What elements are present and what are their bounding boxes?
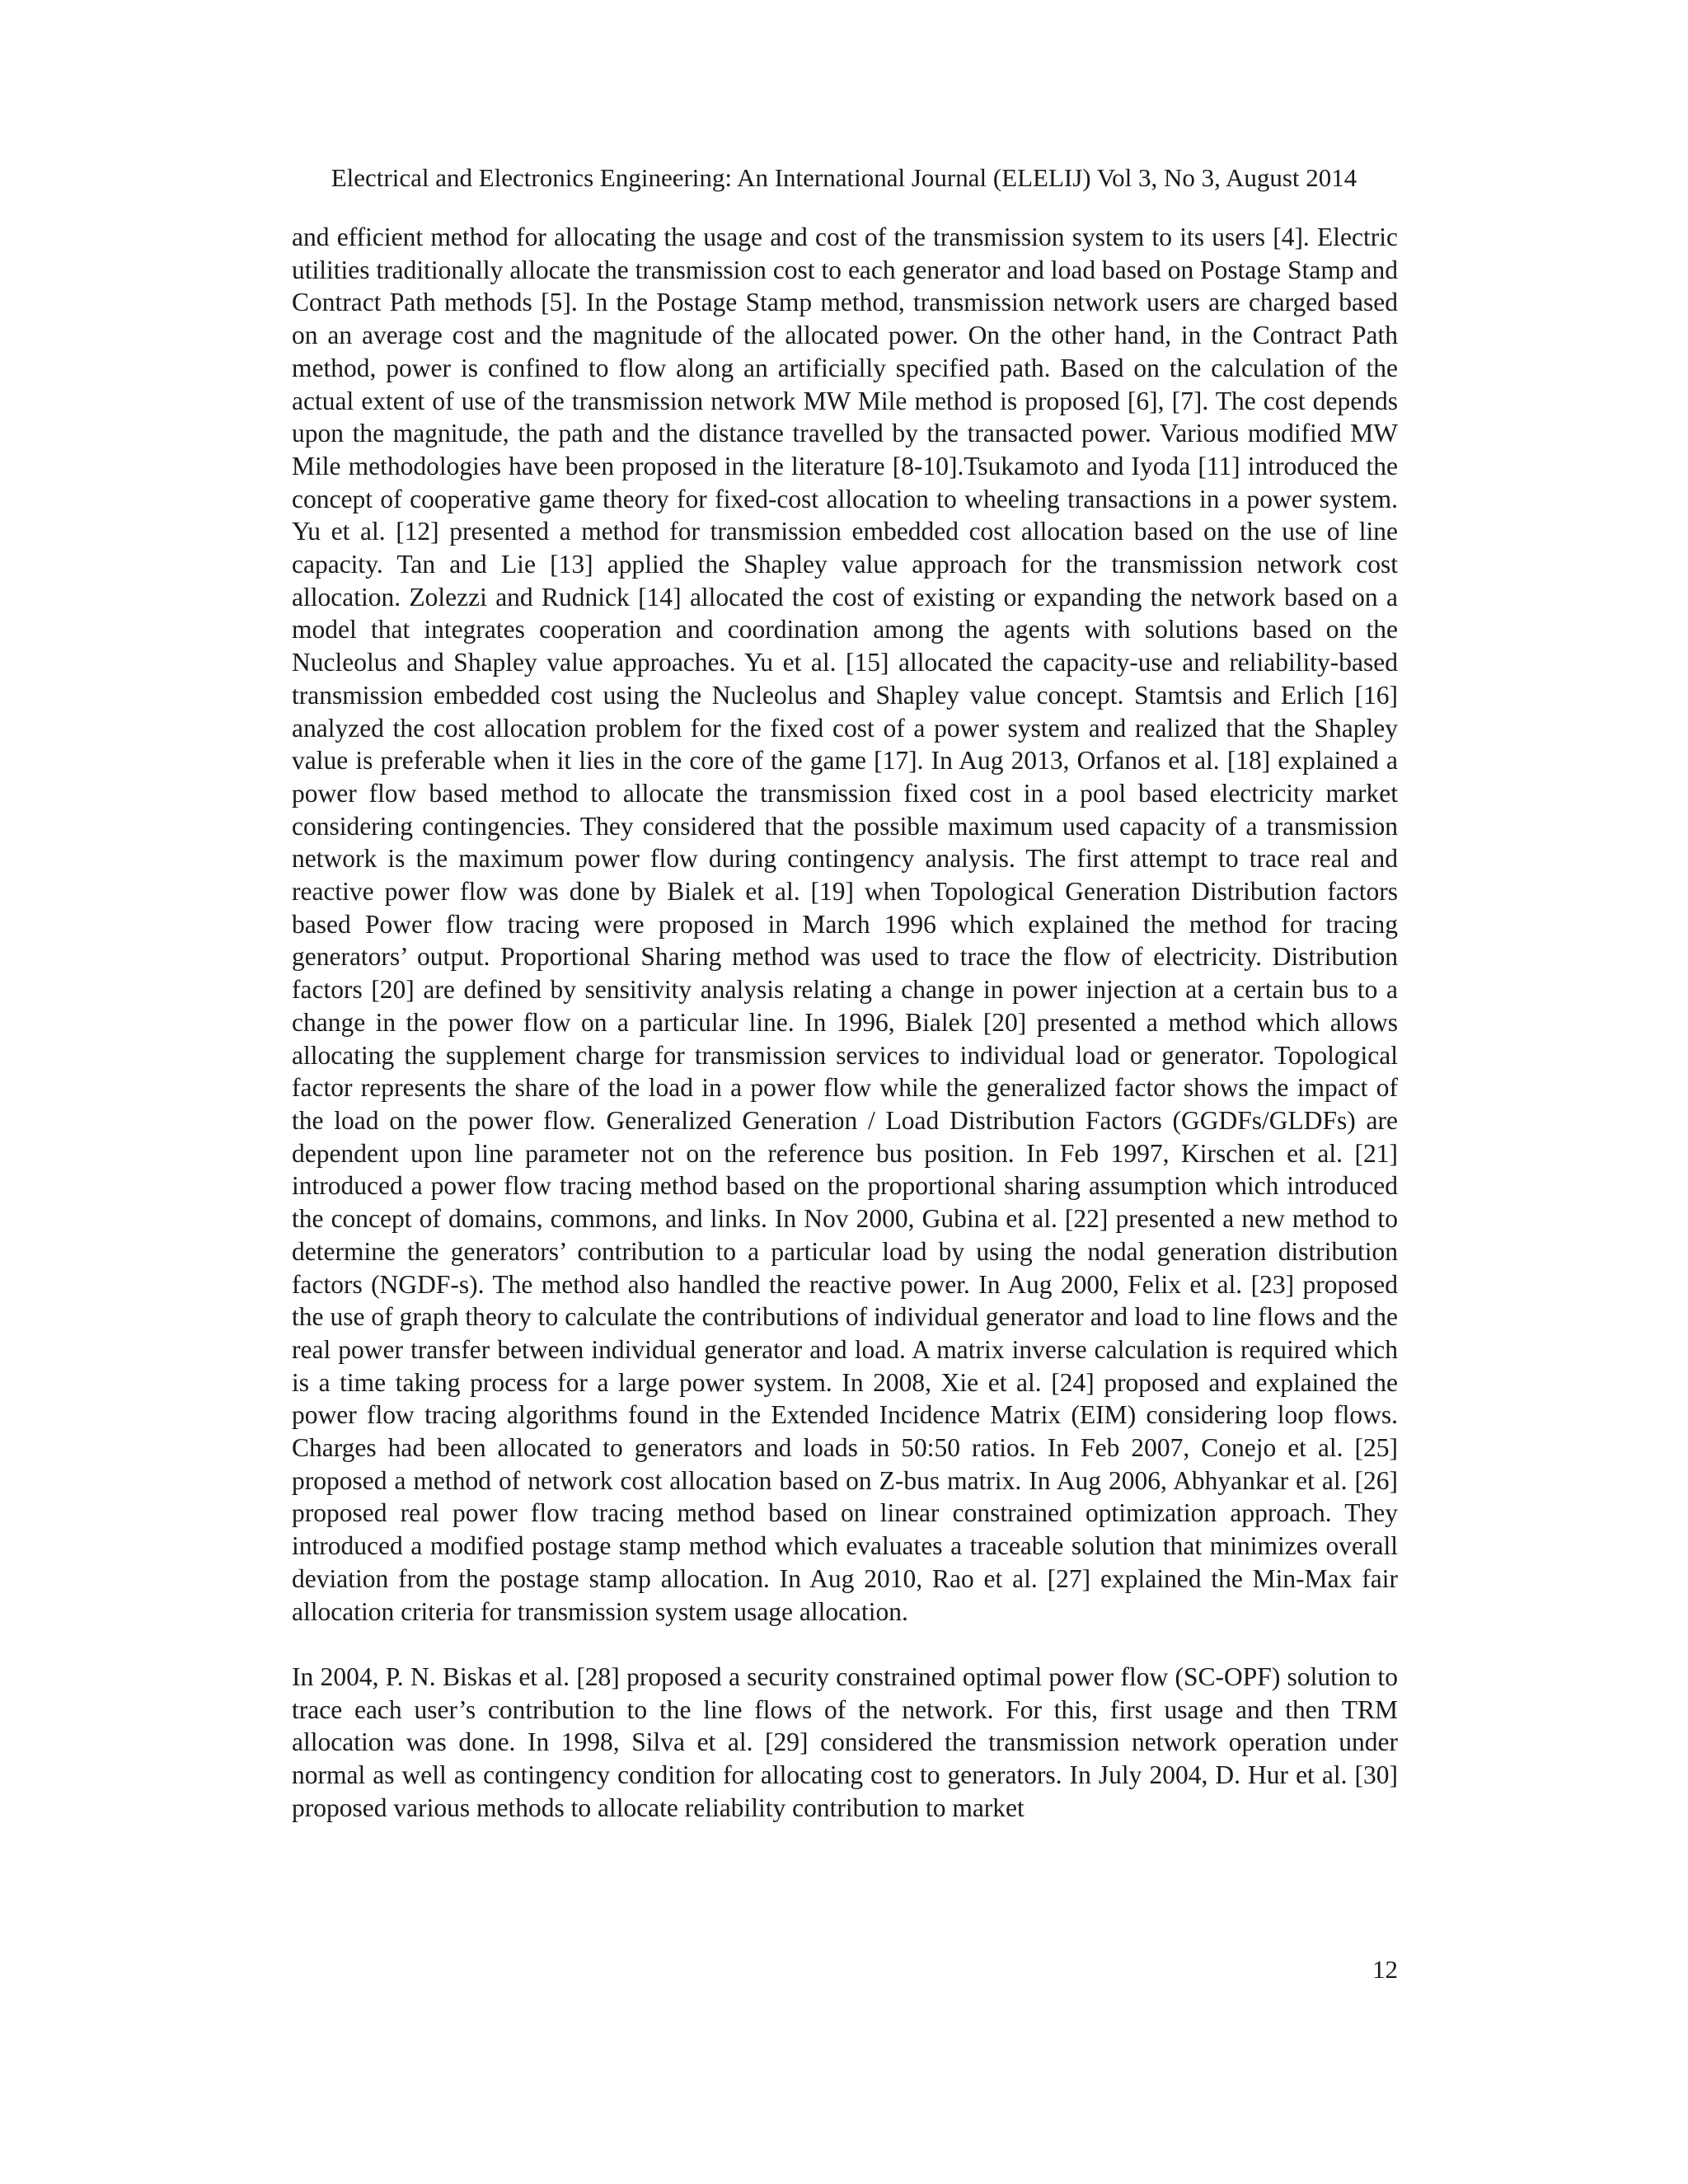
page-number: 12	[1372, 1955, 1398, 1984]
running-header: Electrical and Electronics Engineering: An International Journal (ELELIJ) Vol 3, No 3, August 2014	[331, 163, 1357, 192]
body-text	[292, 221, 1398, 1824]
paragraph-literature-review: and efficient method for allocating the usage and cost of the transmission system to its users [4]. Electric utilities traditionally allocate the transmission cost to each generator and load based on Postage Stamp and Contract Path methods [5]. In the Postage Stamp method, transmission network users are charged based on an average cost and the magnitude of the allocated power. On the other hand, in the Contract Path method, power is confined to flow along an artificially specified path. Based on the calculation of the actual extent of use of the transmission network MW Mile method is proposed [6], [7]. The cost depends upon the magnitude, the path and the distance travelled by the transacted power. Various modified MW Mile methodologies have been proposed in the literature [8-10].Tsukamoto and Iyoda [11] introduced the concept of cooperative game theory for fixed-cost allocation to wheeling transactions in a power system. Yu et al. [12] presented a method for transmission embedded cost allocation based on the use of line capacity. Tan and Lie [13] applied the Shapley value approach for the transmission network cost allocation. Zolezzi and Rudnick [14] allocated the cost of existing or expanding the network based on a model that integrates cooperation and coordination among the agents with solutions based on the Nucleolus and Shapley value approaches. Yu et al. [15] allocated the capacity-use and reliability-based transmission embedded cost using the Nucleolus and Shapley value concept. Stamtsis and Erlich [16] analyzed the cost allocation problem for the fixed cost of a power system and realized that the Shapley value is preferable when it lies in the core of the game [17]. In Aug 2013, Orfanos et al. [18] explained a power flow based method to allocate the transmission fixed cost in a pool based electricity market considering contingencies. They considered that the possible maximum used capacity of a transmission network is the maximum power flow during contingency analysis. The first attempt to trace real and reactive power flow was done by Bialek et al. [19] when Topological Generation Distribution factors based Power flow tracing were proposed in March 1996 which explained the method for tracing generators’ output. Proportional Sharing method was used to trace the flow of electricity. Distribution factors [20] are defined by sensitivity analysis relating a change in power injection at a certain bus to a change in the power flow on a particular line. In 1996, Bialek [20] presented a method which allows allocating the supplement charge for transmission services to individual load or generator. Topological factor represents the share of the load in a power flow while the generalized factor shows the impact of the load on the power flow. Generalized Generation / Load Distribution Factors (GGDFs/GLDFs) are dependent upon line parameter not on the reference bus position. In Feb 1997, Kirschen et al. [21] introduced a power flow tracing method based on the proportional sharing assumption which introduced the concept of domains, commons, and links. In Nov 2000, Gubina et al. [22] presented a new method to determine the generators’ contribution to a particular load by using the nodal generation distribution factors (NGDF-s). The method also handled the reactive power. In Aug 2000, Felix et al. [23] proposed the use of graph theory to calculate the contributions of individual generator and load to line flows and the real power transfer between individual generator and load. A matrix inverse calculation is required which is a time taking process for a large power system. In 2008, Xie et al. [24] proposed and explained the power flow tracing algorithms found in the Extended Incidence Matrix (EIM) considering loop flows. Charges had been allocated to generators and loads in 50:50 ratios. In Feb 2007, Conejo et al. [25] proposed a method of network cost allocation based on Z-bus matrix. In Aug 2006, Abhyankar et al. [26] proposed real power flow tracing method based on linear constrained optimization approach. They introduced a modified postage stamp method which evaluates a traceable solution that minimizes overall deviation from the postage stamp allocation. In Aug 2010, Rao et al. [27] explained the Min-Max fair allocation criteria for transmission system usage allocation.	[292, 223, 1398, 1626]
paragraph-security-constrained: In 2004, P. N. Biskas et al. [28] proposed a security constrained optimal power flow (SC-OPF) solution to trace each user’s contribution to the line flows of the network. For this, first usage and then TRM allocation was done. In 1998, Silva et al. [29] considered the transmission network operation under normal as well as contingency condition for allocating cost to generators. In July 2004, D. Hur et al. [30] proposed various methods to allocate reliability contribution to market	[292, 1661, 1398, 1822]
